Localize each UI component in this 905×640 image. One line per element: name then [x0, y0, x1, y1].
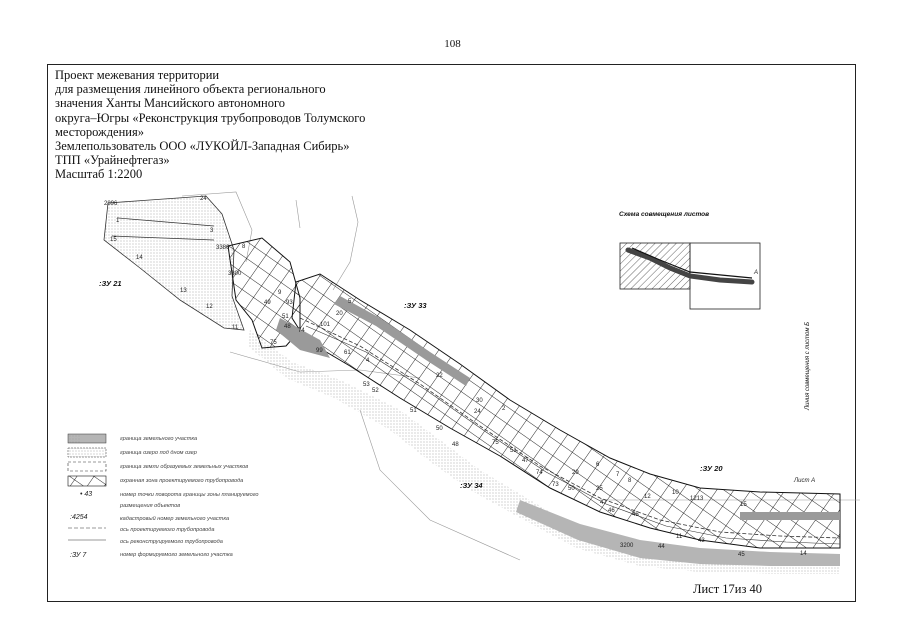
zone-label: :ЗУ 20 — [700, 464, 723, 473]
point-number: 6 — [596, 462, 600, 468]
point-number: 61 — [344, 350, 351, 356]
point-number: 4 — [366, 358, 370, 364]
legend-item: граница озеро под дном озер — [120, 450, 197, 456]
title-line: для размещения линейного объекта регионального — [55, 82, 326, 97]
inset-title: Схема совмещения листов — [619, 211, 710, 218]
legend-item: граница земли образуемых земельных участков — [120, 464, 249, 470]
point-number: 3200 — [620, 543, 634, 549]
title-line: ТПП «Урайнефтегаз» — [55, 153, 170, 168]
point-number: 75 — [270, 340, 277, 346]
scale-label: Масштаб 1:2200 — [55, 167, 143, 182]
dotted-parcel — [104, 196, 244, 330]
point-number: 47 — [600, 500, 607, 506]
zone-label: :ЗУ 33 — [404, 301, 427, 310]
point-number: 1213 — [690, 496, 704, 502]
title-line: округа–Югры «Реконструкция трубопроводов Толумского — [55, 110, 366, 125]
point-number: 44 — [658, 544, 665, 550]
title-line: значения Ханты Мансийского автономного — [55, 96, 286, 111]
legend-item: охранная зона проектируемого трубопровода — [120, 478, 244, 484]
point-number: 22 — [436, 373, 443, 379]
point-number: 47 — [522, 458, 529, 464]
point-number: 45 — [632, 512, 639, 518]
side-label: Линия совмещения с листом Б — [805, 321, 811, 410]
point-number: 51 — [410, 408, 417, 414]
point-number: 52 — [372, 388, 379, 394]
zone-label: :ЗУ 34 — [460, 481, 483, 490]
point-number: 3300 — [228, 271, 242, 277]
point-number: 14 — [800, 551, 807, 557]
point-number: 11 — [232, 325, 239, 331]
legend-item: кадастровый номер земельного участка — [120, 516, 230, 522]
point-number: 8 — [628, 478, 632, 484]
point-number: 30 — [476, 398, 483, 404]
point-number: 45 — [738, 552, 745, 558]
point-number: 75 — [492, 440, 499, 446]
legend-code: :ЗУ 7 — [70, 552, 87, 559]
point-number: 20 — [336, 311, 343, 317]
point-number: 99 — [316, 348, 323, 354]
page-number: 108 — [444, 38, 461, 50]
point-number: 48 — [452, 442, 459, 448]
point-number: 51 — [282, 314, 289, 320]
point-number: 8 — [242, 244, 246, 250]
legend-item: номер точки поворота границы зоны планируемого — [120, 492, 259, 498]
point-number: 101 — [320, 322, 331, 328]
point-number: 24 — [474, 409, 481, 415]
zone-label: :ЗУ 21 — [99, 279, 122, 288]
point-number: 15 — [110, 237, 117, 243]
point-number: 14 — [136, 255, 143, 261]
legend-item: граница земельного участка — [120, 436, 198, 442]
point-number: 93 — [286, 300, 293, 306]
legend-item: ось проектируемого трубопровода — [120, 527, 215, 533]
title-line: Проект межевания территории — [55, 68, 220, 82]
point-number: 48 — [284, 324, 291, 330]
inset-marker: А — [754, 270, 759, 276]
point-number: 3386 — [216, 245, 230, 251]
point-number: 73 — [552, 482, 559, 488]
point-number: 11 — [676, 534, 683, 540]
point-number: 10 — [672, 490, 679, 496]
title-line: месторождения» — [55, 124, 144, 139]
point-number: 13 — [180, 288, 187, 294]
point-number: 2896 — [104, 201, 118, 207]
point-number: 74 — [298, 328, 305, 334]
point-number: 12 — [206, 304, 213, 310]
point-number: 51 — [510, 448, 517, 454]
legend-item: номер формируемого земельного участка — [120, 552, 233, 558]
point-number: 3 — [210, 228, 214, 234]
point-number: 24 — [200, 196, 207, 202]
legend-item: размещения объектов — [120, 503, 181, 509]
point-number: 49 — [264, 300, 271, 306]
point-number: 7 — [616, 472, 620, 478]
point-number: 12 — [644, 494, 651, 500]
sheet-marker: Лист А — [794, 478, 816, 484]
point-number: 50 — [436, 426, 443, 432]
inset-scheme — [620, 243, 760, 309]
point-number: 15 — [740, 502, 747, 508]
point-number: 74 — [536, 470, 543, 476]
point-number: 29 — [572, 470, 579, 476]
legend-code: :4254 — [70, 514, 88, 521]
point-number: 5 — [348, 299, 352, 305]
sheet-label: Лист 17из 40 — [693, 582, 763, 596]
gray-strip-east — [740, 512, 840, 520]
point-number: 43 — [698, 538, 705, 544]
legend-item: ось реконструируемого трубопровода — [120, 539, 223, 545]
point-number: 46 — [608, 508, 615, 514]
title-line: Землепользователь ООО «ЛУКОЙЛ-Западная Сибирь» — [55, 139, 350, 154]
point-number: 1 — [116, 218, 120, 224]
point-number: 53 — [363, 382, 370, 388]
legend-code: • 43 — [80, 491, 93, 498]
legend-swatches — [68, 434, 106, 540]
point-number: 2 — [502, 406, 506, 412]
point-number: 25 — [596, 486, 603, 492]
point-number: 9 — [278, 290, 282, 296]
point-number: 50 — [568, 486, 575, 492]
